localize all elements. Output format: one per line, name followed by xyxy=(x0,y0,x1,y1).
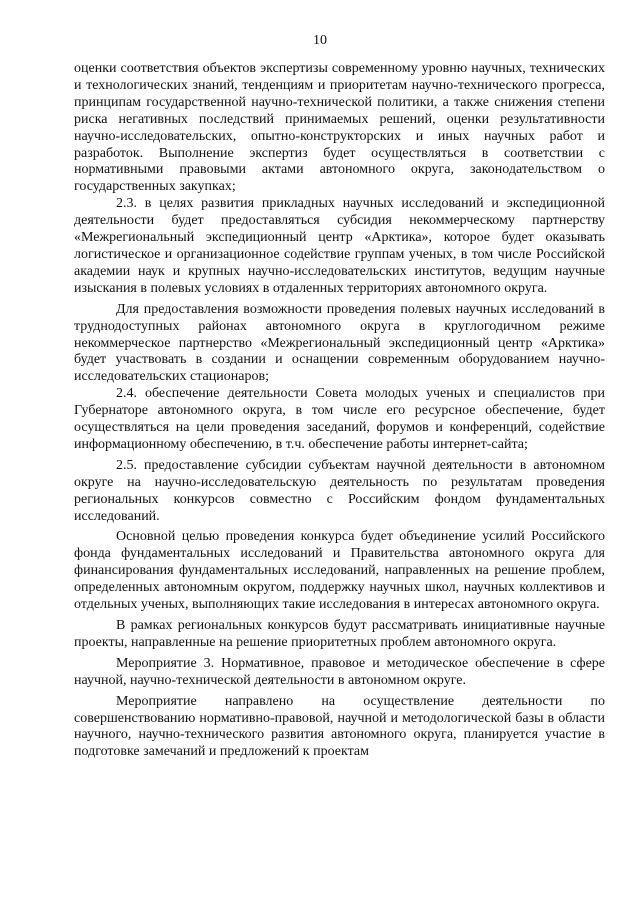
paragraph-field-research: Для предоставления возможности проведения полевых научных исследований в труднодоступных районах автономного округа в круглогодичном режиме некоммерческое партнерство «Межрегиональный экспедиционный центр «Арктика» будет участвовать в создании и оснащении современным оборудованием научно-исследовательских стационаров; xyxy=(74,301,605,385)
paragraph-measure-3-description: Мероприятие направлено на осуществление деятельности по совершенствованию нормативно-правовой, научной и методологической базы в области научного, научно-технического развития автономного округа, планируется участие в подготовке замечаний и предложений к проектам xyxy=(74,693,605,760)
paragraph-2-5-subsidies: 2.5. предоставление субсидии субъектам научной деятельности в автономном округе на научно-исследовательскую деятельность по результатам проведения региональных конкурсов совместно с Российским фондом фундаментальных исследований. xyxy=(74,457,605,524)
document-body xyxy=(74,61,605,761)
paragraph-expertise-continuation: оценки соответствия объектов экспертизы современному уровню научных, технических и технологических знаний, тенденциям и приоритетам научно-технического прогресса, принципам государственной научно-технической политики, а также снижения степени риска негативных последствий принимаемых решений, оценки результативности научно-исследовательских, опытно-конструкторских и иных научных работ и разработок. Выполнение экспертиз будет осуществляться в соответствии с нормативными правовыми актами автономного округа, законодательством о государственных закупках; xyxy=(74,61,605,195)
paragraph-regional-contests: В рамках региональных конкурсов будут рассматривать инициативные научные проекты, направленные на решение приоритетных проблем автономного округа. xyxy=(74,618,605,650)
page-number: 10 xyxy=(313,33,327,48)
paragraph-contest-goal: Основной целью проведения конкурса будет объединение усилий Российского фонда фундаментальных исследований и Правительства автономного округа для финансирования фундаментальных исследований, направленных на решение проблем, определенных автономным округом, поддержку научных школ, научных коллективов и отдельных ученых, выполняющих такие исследования в интересах автономного округа. xyxy=(74,529,605,613)
paragraph-2-3-arctic-center: 2.3. в целях развития прикладных научных исследований и экспедиционной деятельности будет предоставляться субсидия некоммерческому партнерству «Межрегиональный экспедиционный центр «Арктика», которое будет оказывать логистическое и организационное содействие группам ученых, в том числе Российской академии наук и крупных научно-исследовательских институтов, ведущим научные изыскания в полевых условиях в отдаленных территориях автономного округа. xyxy=(74,196,605,296)
paragraph-measure-3-title: Мероприятие 3. Нормативное, правовое и методическое обеспечение в сфере научной, научно-технической деятельности в автономном округе. xyxy=(74,655,605,688)
paragraph-2-4-young-scientists: 2.4. обеспечение деятельности Совета молодых ученых и специалистов при Губернаторе автономного округа, в том числе его ресурсное обеспечение, будет осуществляться на цели проведения заседаний, форумов и конференций, содействие информационному обеспечению, в т.ч. обеспечение работы интернет-сайта; xyxy=(74,386,605,452)
